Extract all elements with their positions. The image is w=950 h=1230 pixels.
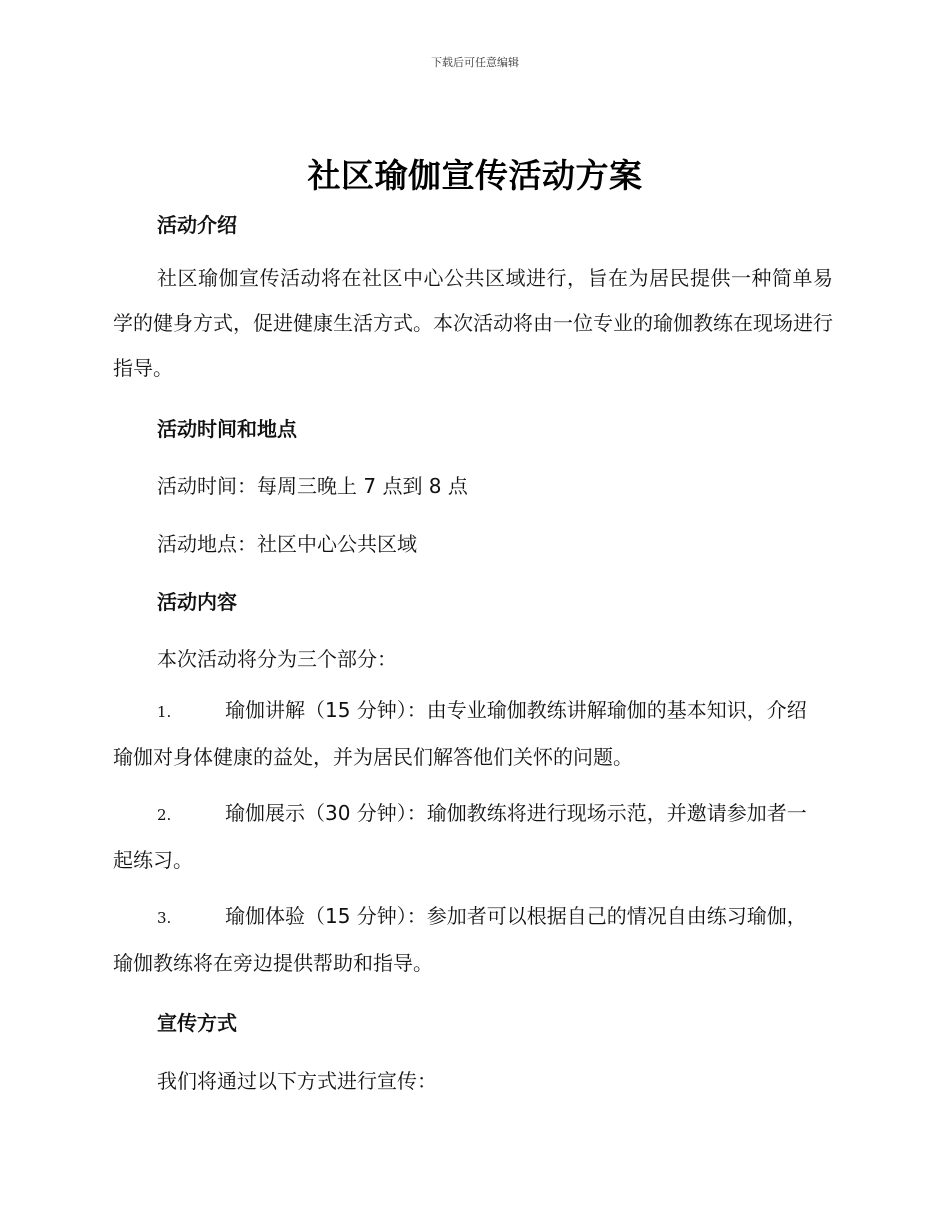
- list-item: [113, 894, 825, 986]
- section-heading-content: 活动内容: [157, 590, 237, 614]
- list-item-number: 3.: [157, 909, 172, 927]
- intro-paragraph: 社区瑜伽宣传活动将在社区中心公共区域进行，旨在为居民提供一种简单易学的健身方式，促进健康生活方式。本次活动将由一位专业的瑜伽教练在现场进行指导。: [113, 266, 833, 380]
- activity-time: 活动时间：每周三晚上 7 点到 8 点: [157, 474, 468, 498]
- list-item-number: 1.: [157, 703, 172, 721]
- list-item: [113, 688, 825, 780]
- section-heading-intro: 活动介绍: [157, 213, 237, 237]
- list-item: [113, 791, 825, 883]
- list-item-text: 瑜伽体验（15 分钟）：参加者可以根据自己的情况自由练习瑜伽，瑜伽教练将在旁边提供帮助和指导。: [113, 904, 807, 975]
- content-lead: 本次活动将分为三个部分：: [157, 647, 397, 671]
- list-item-text: 瑜伽讲解（15 分钟）：由专业瑜伽教练讲解瑜伽的基本知识，介绍瑜伽对身体健康的益处，并为居民们解答他们关怀的问题。: [113, 698, 807, 769]
- promotion-lead: 我们将通过以下方式进行宣传：: [157, 1069, 437, 1093]
- page-header-note: 下载后可任意编辑: [431, 56, 519, 69]
- list-item-text: 瑜伽展示（30 分钟）：瑜伽教练将进行现场示范，并邀请参加者一起练习。: [113, 801, 807, 872]
- section-heading-promotion: 宣传方式: [157, 1011, 237, 1035]
- document-title: 社区瑜伽宣传活动方案: [307, 156, 643, 195]
- activity-place: 活动地点：社区中心公共区域: [157, 532, 417, 556]
- section-heading-time-place: 活动时间和地点: [157, 417, 297, 441]
- list-item-number: 2.: [157, 806, 172, 824]
